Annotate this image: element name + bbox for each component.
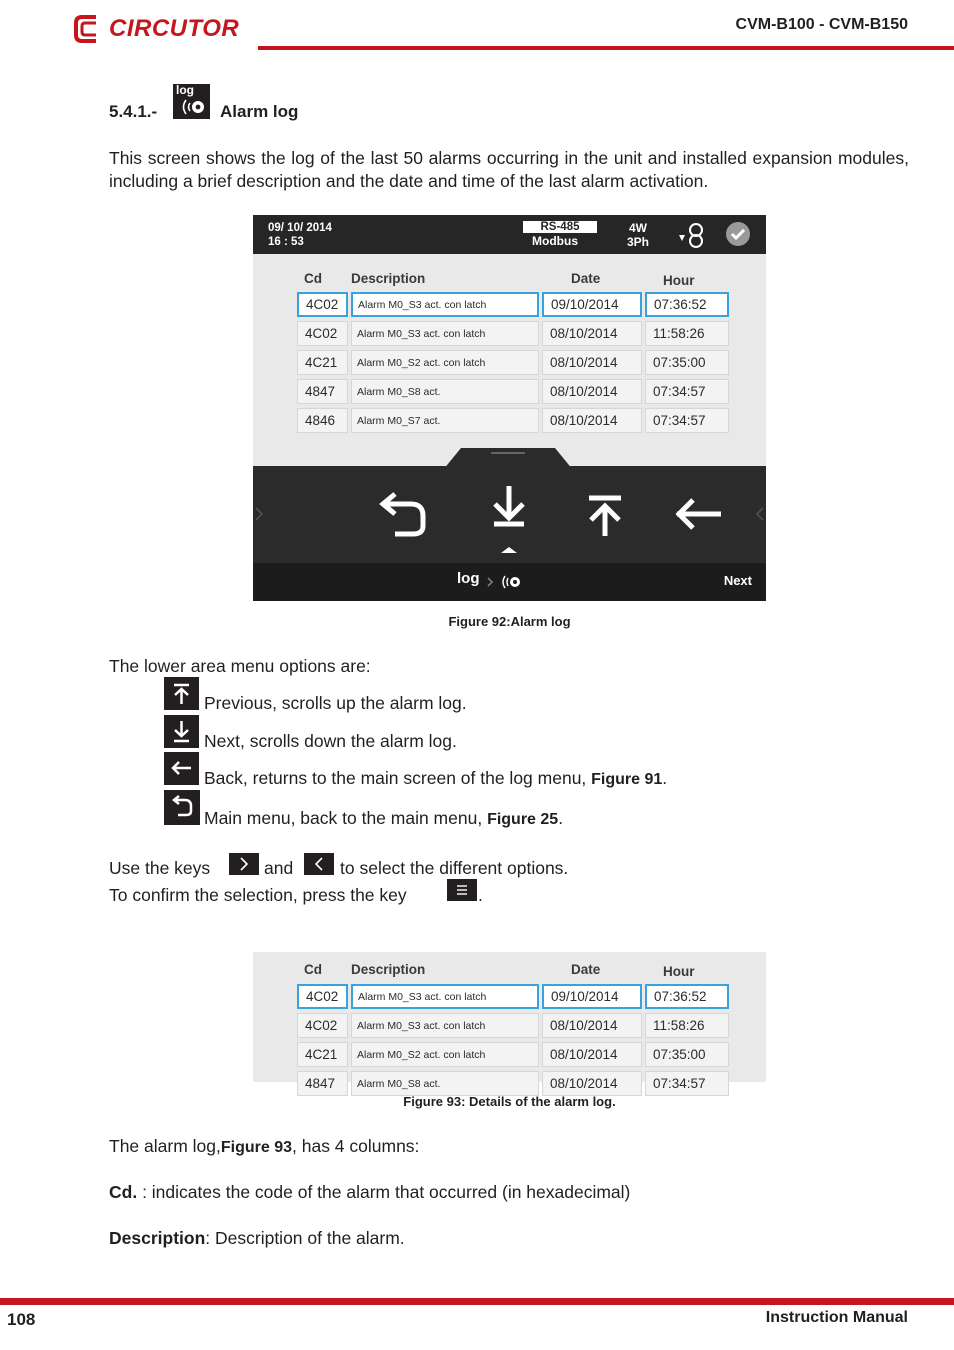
left-key-icon: [304, 853, 334, 875]
brand-name: CIRCUTOR: [109, 15, 240, 42]
figure-92-caption: Figure 92:Alarm log: [448, 614, 571, 629]
main-menu-icon: [164, 790, 200, 825]
alarm-wave-icon: [180, 98, 206, 116]
confirm-suffix: .: [478, 885, 483, 905]
def-term: Description: [109, 1228, 206, 1248]
cell-date: 08/10/2014: [542, 321, 642, 346]
cell-cd: 4C21: [297, 350, 348, 375]
cell-hour: 07:34:57: [645, 408, 729, 433]
option-main-text: Main menu, back to the main menu,: [204, 808, 488, 828]
expand-arrow-icon: [501, 547, 517, 553]
next-icon: [164, 715, 199, 748]
cell-hour: 11:58:26: [645, 321, 729, 346]
option-main-menu: [204, 807, 563, 831]
confirm-prefix: To confirm the selection, press the key: [109, 885, 407, 905]
menu-icons: [253, 480, 766, 560]
circutor-logo: [72, 12, 248, 46]
transformer-icon: [677, 221, 707, 249]
log-icon-label: log: [176, 83, 194, 97]
comm-modbus-label: Modbus: [532, 234, 578, 248]
footer-rule: [0, 1298, 954, 1305]
scroll-left-icon: [256, 508, 262, 520]
option-next: Next, scrolls down the alarm log.: [204, 731, 457, 751]
log-icon: [173, 84, 210, 119]
cell-hour: 07:36:52: [645, 292, 729, 317]
cell-hour: 07:34:57: [645, 379, 729, 404]
figure-93-ref: Figure 93: [220, 1139, 292, 1156]
col-cd: Cd: [304, 962, 322, 977]
cell-date: 08/10/2014: [542, 379, 642, 404]
back-icon: [677, 500, 721, 528]
cell-cd: 4C02: [297, 1013, 348, 1038]
cell-description: Alarm M0_S7 act.: [351, 408, 539, 433]
right-key-icon: [229, 853, 259, 875]
cell-description: Alarm M0_S3 act. con latch: [351, 292, 539, 317]
alarm-log-detail: [253, 952, 766, 1091]
cell-cd: 4C02: [297, 321, 348, 346]
def-term: Cd.: [109, 1182, 138, 1202]
model-name: CVM-B100 - CVM-B150: [735, 16, 908, 33]
cell-description: Alarm M0_S3 act. con latch: [351, 1013, 539, 1038]
next-icon: [494, 486, 524, 524]
wiring-label: [627, 221, 649, 249]
col-date: Date: [571, 962, 601, 977]
cell-cd: 4846: [297, 408, 348, 433]
cell-date: 08/10/2014: [542, 1071, 642, 1096]
section-number: 5.4.1.-: [109, 102, 158, 121]
figure-93-caption: Figure 93: Details of the alarm log.: [403, 1094, 616, 1109]
use-keys-and: and: [264, 858, 294, 878]
col-description: Description: [351, 962, 426, 977]
columns-prefix: The alarm log,: [109, 1136, 221, 1156]
use-keys-suffix: to select the different options.: [340, 858, 569, 878]
status-time: 16 : 53: [268, 236, 304, 248]
alarm-log-screen: [253, 215, 766, 601]
cell-date: 08/10/2014: [542, 1042, 642, 1067]
cell-date: 08/10/2014: [542, 408, 642, 433]
page-number: 108: [7, 1310, 36, 1329]
figure-91-ref: Figure 91: [591, 771, 663, 788]
cell-hour: 11:58:26: [645, 1013, 729, 1038]
option-back-text: Back, returns to the main screen of the log menu,: [204, 768, 592, 788]
cell-cd: 4C02: [297, 984, 348, 1009]
menu-key-icon: [447, 879, 477, 901]
use-keys-prefix: Use the keys: [109, 858, 211, 878]
def-cd: [109, 1181, 630, 1204]
cell-cd: 4C02: [297, 292, 348, 317]
cell-hour: 07:35:00: [645, 350, 729, 375]
cell-description: Alarm M0_S2 act. con latch: [351, 1042, 539, 1067]
scroll-right-icon: [757, 508, 763, 520]
previous-icon: [164, 677, 199, 710]
cell-date: 09/10/2014: [542, 292, 642, 317]
option-main-suffix: .: [558, 808, 564, 828]
col-hour: Hour: [663, 273, 695, 288]
main-menu-icon: [383, 494, 423, 534]
status-date: 09/ 10/ 2014: [268, 222, 332, 234]
status-ok-icon: [726, 222, 750, 246]
col-description: Description: [351, 271, 426, 286]
section-title: Alarm log: [220, 102, 299, 121]
previous-icon: [589, 498, 621, 536]
columns-suffix: , has 4 columns:: [292, 1136, 420, 1156]
columns-intro: [109, 1135, 419, 1159]
col-date: Date: [571, 271, 601, 286]
comm-protocol-badge: RS-485: [523, 221, 597, 233]
def-description: [109, 1227, 405, 1250]
option-previous: Previous, scrolls up the alarm log.: [204, 693, 467, 713]
cell-date: 08/10/2014: [542, 1013, 642, 1038]
status-bar: [253, 215, 766, 254]
back-icon: [164, 752, 199, 785]
col-hour: Hour: [663, 964, 695, 979]
cell-date: 08/10/2014: [542, 350, 642, 375]
cell-description: Alarm M0_S8 act.: [351, 379, 539, 404]
cell-cd: 4C21: [297, 1042, 348, 1067]
cell-description: Alarm M0_S2 act. con latch: [351, 350, 539, 375]
screen-nav-bar: [253, 563, 766, 601]
next-button[interactable]: Next: [723, 573, 752, 588]
cell-description: Alarm M0_S8 act.: [351, 1071, 539, 1096]
intro-paragraph: [109, 147, 909, 193]
menu-lead: The lower area menu options are:: [109, 656, 371, 676]
cell-hour: 07:35:00: [645, 1042, 729, 1067]
cell-description: Alarm M0_S3 act. con latch: [351, 321, 539, 346]
intro-text: This screen shows the log of the last 50 alarms occurring in the unit and installed expansion modules, including a brief description and the date and time of the last alarm activation.: [109, 148, 909, 191]
circutor-logo-icon: [72, 13, 104, 45]
col-cd: Cd: [304, 271, 322, 286]
option-back: [204, 767, 667, 791]
breadcrumb-log: log: [457, 570, 480, 587]
wiring-bottom: 3Ph: [627, 235, 650, 249]
cell-cd: 4847: [297, 1071, 348, 1096]
cell-hour: 07:34:57: [645, 1071, 729, 1096]
cell-hour: 07:36:52: [645, 984, 729, 1009]
breadcrumb-alarm-icon: [485, 574, 525, 590]
figure-25-ref: Figure 25: [487, 811, 559, 828]
wiring-top: 4W: [629, 221, 647, 235]
cell-cd: 4847: [297, 379, 348, 404]
manual-title: Instruction Manual: [765, 1309, 908, 1326]
cell-date: 09/10/2014: [542, 984, 642, 1009]
cell-description: Alarm M0_S3 act. con latch: [351, 984, 539, 1009]
header-rule: [258, 46, 954, 50]
status-datetime: [268, 221, 332, 249]
def-text: : indicates the code of the alarm that occurred (in hexadecimal): [137, 1182, 631, 1202]
def-text: : Description of the alarm.: [205, 1228, 405, 1248]
option-back-suffix: .: [662, 768, 668, 788]
